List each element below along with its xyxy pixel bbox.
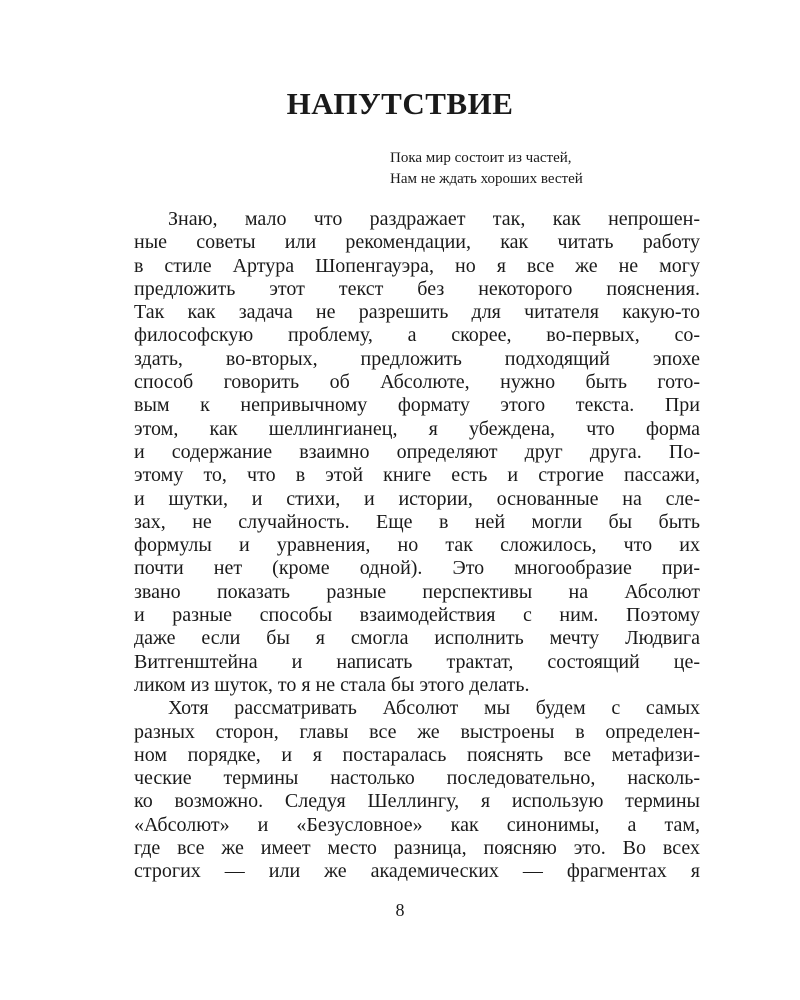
text-line: и разные способы взаимодействия с ним. Поэтому xyxy=(134,604,700,627)
epigraph xyxy=(390,148,583,190)
text-line: разных сторон, главы все же выстроены в определен- xyxy=(134,720,700,743)
body-text xyxy=(134,208,700,884)
text-line: звано показать разные перспективы на Абсолют xyxy=(134,580,700,603)
text-line: ные советы или рекомендации, как читать работу xyxy=(134,231,700,254)
epigraph-line: Нам не ждать хороших вестей xyxy=(390,171,583,187)
text-line: зах, не случайность. Еще в ней могли бы быть xyxy=(134,510,700,533)
page-number: 8 xyxy=(395,900,405,920)
text-line: ческие термины настолько последовательно, насколь- xyxy=(134,767,700,790)
text-line: где все же имеет место разница, поясняю это. Во всех xyxy=(134,837,700,860)
text-line: вым к непривычному формату этого текста. При xyxy=(134,394,700,417)
text-line: и содержание взаимно определяют друг друга. По- xyxy=(134,440,700,463)
text-line: ко возможно. Следуя Шеллингу, я использую термины xyxy=(134,790,700,813)
text-line: ликом из шуток, то я не стала бы этого делать. xyxy=(134,673,530,696)
text-line: в стиле Артура Шопенгауэра, но я все же не могу xyxy=(134,254,700,277)
text-line: почти нет (кроме одной). Это многообразие при- xyxy=(134,557,700,580)
epigraph-line: Пока мир состоит из частей, xyxy=(390,150,572,166)
text-line: Витгенштейна и написать трактат, состоящий це- xyxy=(134,650,700,673)
text-line: философскую проблему, а скорее, во-первых, со- xyxy=(134,324,700,347)
page-title: НАПУТСТВИЕ xyxy=(286,86,514,121)
text-line: Хотя рассматривать Абсолют мы будем с самых xyxy=(168,697,700,720)
text-line: «Абсолют» и «Безусловное» как синонимы, а там, xyxy=(134,813,700,836)
text-line: предложить этот текст без некоторого пояснения. xyxy=(134,277,700,300)
text-line: Так как задача не разрешить для читателя какую-то xyxy=(134,301,700,324)
text-line: Знаю, мало что раздражает так, как непрошен- xyxy=(168,208,700,230)
text-line: строгих — или же академических — фрагментах я xyxy=(134,860,700,883)
text-line: этом, как шеллингианец, я убеждена, что форма xyxy=(134,417,700,440)
text-line: и шутки, и стихи, и истории, основанные на сле- xyxy=(134,487,700,510)
text-line: здать, во-вторых, предложить подходящий эпохе xyxy=(134,347,700,370)
text-line: этому то, что в этой книге есть и строгие пассажи, xyxy=(134,464,700,487)
text-line: даже если бы я смогла исполнить мечту Людвига xyxy=(134,627,700,650)
text-line: способ говорить об Абсолюте, нужно быть гото- xyxy=(134,371,700,394)
text-line: формулы и уравнения, но так сложилось, что их xyxy=(134,534,700,557)
text-line: ном порядке, и я постаралась пояснять все метафизи- xyxy=(134,743,700,766)
